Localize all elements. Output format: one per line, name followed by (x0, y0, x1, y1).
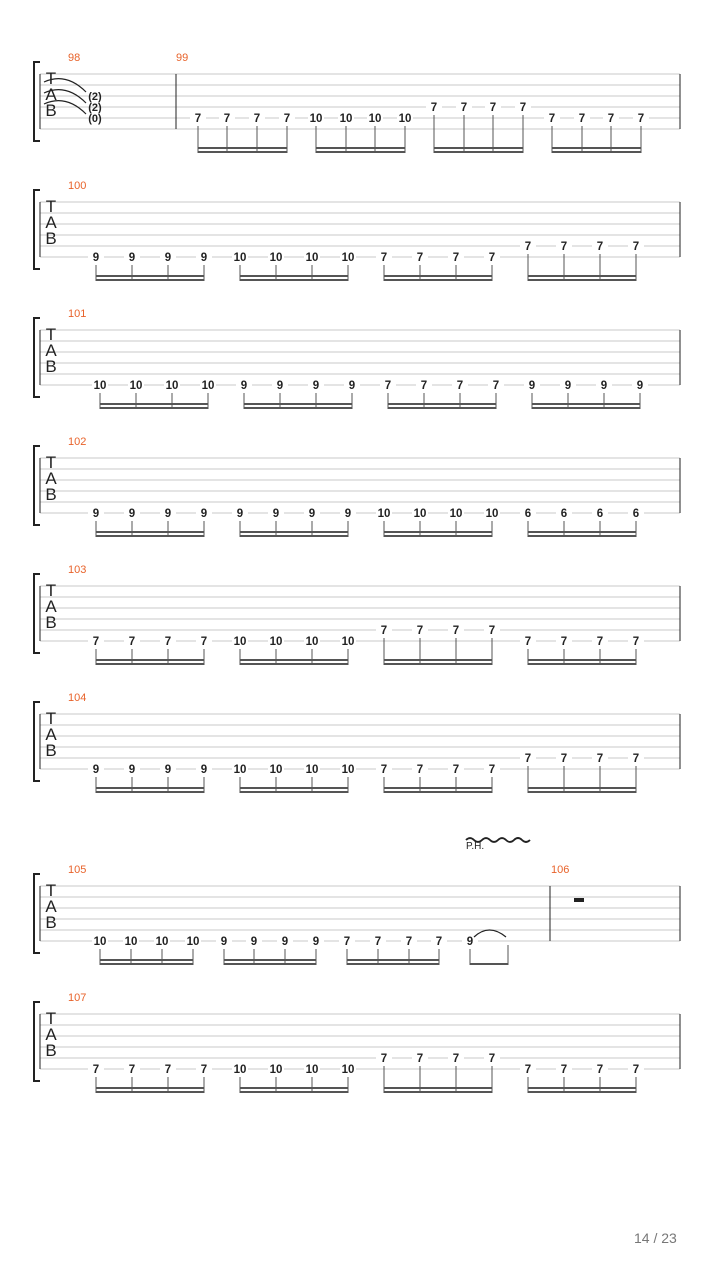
fret-number: 10 (93, 380, 107, 392)
fret-number: 9 (200, 252, 208, 264)
tab-clef-letter: B (45, 913, 57, 932)
measure-number: 105 (68, 864, 87, 876)
fret-number: 9 (466, 936, 474, 948)
fret-number: 7 (380, 252, 388, 264)
beam (198, 147, 287, 149)
beam (96, 663, 204, 665)
beam (528, 659, 636, 661)
fret-number: 7 (632, 753, 640, 765)
fret-number: 7 (488, 1053, 496, 1065)
measure-number: 106 (551, 864, 570, 876)
beam (100, 959, 193, 961)
beam (384, 791, 492, 793)
tab-clef-letter: A (45, 469, 57, 488)
fret-number: 10 (165, 380, 179, 392)
beam (528, 535, 636, 537)
beam (244, 407, 352, 409)
measure-number: 99 (176, 52, 189, 64)
tab-clef-letter: A (45, 897, 57, 916)
beam (240, 1087, 348, 1089)
tab-clef-letter: B (45, 357, 57, 376)
fret-number: 7 (524, 636, 532, 648)
fret-number: 6 (596, 508, 604, 520)
tab-clef-letter: A (45, 85, 57, 104)
fret-number: 9 (348, 380, 356, 392)
tab-clef-letter: T (45, 709, 57, 728)
system-bracket (34, 190, 40, 269)
fret-number: 7 (380, 1053, 388, 1065)
beam (347, 963, 439, 965)
fret-number: 7 (607, 113, 615, 125)
beam (100, 963, 193, 965)
tab-clef-letter: B (45, 613, 57, 632)
fret-number: 7 (560, 753, 568, 765)
beam (96, 535, 204, 537)
beam (100, 407, 208, 409)
fret-number: 7 (637, 113, 645, 125)
beam (96, 1087, 204, 1089)
fret-number: 9 (600, 380, 608, 392)
fret-number: 9 (92, 252, 100, 264)
system-bracket (34, 574, 40, 653)
fret-number: 7 (92, 636, 100, 648)
fret-number: 10 (305, 1064, 319, 1076)
fret-number: 7 (596, 753, 604, 765)
beam (384, 1091, 492, 1093)
fret-number: 10 (341, 764, 355, 776)
beam (552, 151, 641, 153)
measure-number: 104 (68, 692, 87, 704)
fret-number: 10 (233, 252, 247, 264)
beam (347, 959, 439, 961)
fret-number: 7 (128, 636, 136, 648)
fret-number: 9 (92, 508, 100, 520)
fret-number: 10 (341, 636, 355, 648)
fret-number: 7 (524, 1064, 532, 1076)
tab-clef-letter: T (45, 325, 57, 344)
beam (388, 403, 496, 405)
fret-number: 9 (164, 508, 172, 520)
fret-number: 6 (560, 508, 568, 520)
beam (384, 663, 492, 665)
fret-number: 7 (416, 252, 424, 264)
beam (96, 787, 204, 789)
fret-number: 10 (449, 508, 463, 520)
fret-number: 9 (128, 252, 136, 264)
tab-clef-letter: B (45, 229, 57, 248)
fret-number: 7 (384, 380, 392, 392)
fret-number: 10 (233, 1064, 247, 1076)
fret-number: 10 (398, 113, 412, 125)
measure-number: 103 (68, 564, 87, 576)
tab-clef-letter: A (45, 1025, 57, 1044)
fret-number: 9 (272, 508, 280, 520)
fret-number: 10 (124, 936, 138, 948)
fret-number: 7 (524, 753, 532, 765)
system-bracket (34, 702, 40, 781)
fret-number: 7 (164, 1064, 172, 1076)
fret-number: 7 (492, 380, 500, 392)
measure-number: 107 (68, 992, 87, 1004)
beam (434, 151, 523, 153)
tab-clef-letter: A (45, 725, 57, 744)
slur-arc (474, 930, 506, 937)
tab-clef-letter: T (45, 1009, 57, 1028)
beam (528, 787, 636, 789)
fret-number: 9 (92, 764, 100, 776)
fret-number: 7 (380, 625, 388, 637)
fret-number: 9 (528, 380, 536, 392)
fret-number: 10 (201, 380, 215, 392)
measure-number: 98 (68, 52, 81, 64)
beam (240, 787, 348, 789)
beam (384, 531, 492, 533)
fret-number: 9 (220, 936, 228, 948)
system-bracket (34, 446, 40, 525)
fret-number: 7 (456, 380, 464, 392)
beam (532, 403, 640, 405)
fret-number: 9 (128, 764, 136, 776)
fret-number: 9 (564, 380, 572, 392)
fret-number: 7 (283, 113, 291, 125)
fret-number: 7 (488, 625, 496, 637)
fret-number: 7 (416, 1053, 424, 1065)
fret-number: 10 (186, 936, 200, 948)
beam (96, 275, 204, 277)
fret-number: 10 (305, 252, 319, 264)
beam (240, 659, 348, 661)
beam (96, 279, 204, 281)
fret-number: 6 (524, 508, 532, 520)
fret-number: 9 (200, 508, 208, 520)
system-bracket (34, 318, 40, 397)
fret-number: 7 (560, 636, 568, 648)
beam (96, 531, 204, 533)
fret-number: 10 (233, 764, 247, 776)
beam (532, 407, 640, 409)
fret-number: 7 (343, 936, 351, 948)
fret-number: 10 (129, 380, 143, 392)
fret-number: 7 (430, 102, 438, 114)
beam (198, 151, 287, 153)
beam (528, 791, 636, 793)
tab-clef-letter: T (45, 453, 57, 472)
fret-number: 7 (596, 241, 604, 253)
beam (384, 275, 492, 277)
fret-number: 7 (92, 1064, 100, 1076)
tab-clef-letter: A (45, 341, 57, 360)
beam (96, 659, 204, 661)
fret-number: 7 (380, 764, 388, 776)
beam (224, 959, 316, 961)
tied-fret-number: (2) (88, 102, 102, 114)
beam (528, 1087, 636, 1089)
fret-number: 7 (632, 636, 640, 648)
fret-number: 9 (344, 508, 352, 520)
beam (384, 279, 492, 281)
beam (100, 403, 208, 405)
tab-clef-letter: A (45, 213, 57, 232)
half-rest (574, 898, 584, 902)
measure-number: 101 (68, 308, 87, 320)
measure-number: 102 (68, 436, 87, 448)
beam (240, 1091, 348, 1093)
beam (388, 407, 496, 409)
fret-number: 10 (269, 636, 283, 648)
beam (244, 403, 352, 405)
measure-number: 100 (68, 180, 87, 192)
fret-number: 10 (155, 936, 169, 948)
annotation-text: P.H. (466, 841, 485, 852)
tab-clef-letter: B (45, 1041, 57, 1060)
beam (528, 279, 636, 281)
tab-clef-letter: B (45, 101, 57, 120)
fret-number: 7 (489, 102, 497, 114)
fret-number: 7 (596, 636, 604, 648)
system-bracket (34, 1002, 40, 1081)
fret-number: 7 (194, 113, 202, 125)
tied-fret-number: (2) (88, 91, 102, 103)
fret-number: 10 (233, 636, 247, 648)
tab-clef-letter: B (45, 485, 57, 504)
fret-number: 9 (312, 936, 320, 948)
fret-number: 7 (632, 1064, 640, 1076)
fret-number: 7 (524, 241, 532, 253)
fret-number: 9 (312, 380, 320, 392)
beam (224, 963, 316, 965)
fret-number: 9 (164, 252, 172, 264)
fret-number: 7 (548, 113, 556, 125)
fret-number: 10 (368, 113, 382, 125)
tab-clef-letter: T (45, 69, 57, 88)
fret-number: 7 (560, 241, 568, 253)
fret-number: 7 (435, 936, 443, 948)
system-bracket (34, 62, 40, 141)
fret-number: 10 (269, 764, 283, 776)
fret-number: 10 (377, 508, 391, 520)
beam (316, 151, 405, 153)
fret-number: 7 (374, 936, 382, 948)
fret-number: 7 (460, 102, 468, 114)
beam (240, 275, 348, 277)
fret-number: 7 (488, 764, 496, 776)
beam (528, 663, 636, 665)
fret-number: 10 (413, 508, 427, 520)
beam (240, 791, 348, 793)
fret-number: 10 (485, 508, 499, 520)
fret-number: 9 (164, 764, 172, 776)
tab-clef-letter: T (45, 881, 57, 900)
beam (96, 1091, 204, 1093)
fret-number: 9 (281, 936, 289, 948)
beam (384, 787, 492, 789)
fret-number: 7 (223, 113, 231, 125)
fret-number: 7 (452, 252, 460, 264)
page-indicator: 14 / 23 (634, 1230, 677, 1246)
fret-number: 7 (420, 380, 428, 392)
beam (316, 147, 405, 149)
fret-number: 9 (240, 380, 248, 392)
beam (240, 663, 348, 665)
fret-number: 9 (250, 936, 258, 948)
beam (240, 531, 348, 533)
fret-number: 9 (236, 508, 244, 520)
fret-number: 10 (305, 764, 319, 776)
beam (434, 147, 523, 149)
beam (384, 535, 492, 537)
fret-number: 7 (405, 936, 413, 948)
tab-clef-letter: T (45, 581, 57, 600)
beam (384, 1087, 492, 1089)
fret-number: 7 (200, 636, 208, 648)
fret-number: 10 (309, 113, 323, 125)
fret-number: 10 (305, 636, 319, 648)
tab-clef-letter: A (45, 597, 57, 616)
tab-clef-letter: B (45, 741, 57, 760)
fret-number: 9 (276, 380, 284, 392)
fret-number: 7 (416, 764, 424, 776)
fret-number: 7 (488, 252, 496, 264)
fret-number: 7 (253, 113, 261, 125)
fret-number: 7 (200, 1064, 208, 1076)
fret-number: 9 (200, 764, 208, 776)
beam (528, 531, 636, 533)
beam (528, 275, 636, 277)
fret-number: 9 (308, 508, 316, 520)
fret-number: 7 (452, 764, 460, 776)
fret-number: 7 (128, 1064, 136, 1076)
fret-number: 6 (632, 508, 640, 520)
fret-number: 10 (269, 252, 283, 264)
fret-number: 9 (636, 380, 644, 392)
beam (528, 1091, 636, 1093)
fret-number: 10 (339, 113, 353, 125)
fret-number: 10 (341, 1064, 355, 1076)
fret-number: 7 (560, 1064, 568, 1076)
fret-number: 7 (164, 636, 172, 648)
system-bracket (34, 874, 40, 953)
fret-number: 10 (93, 936, 107, 948)
fret-number: 7 (452, 1053, 460, 1065)
fret-number: 7 (452, 625, 460, 637)
fret-number: 9 (128, 508, 136, 520)
beam (240, 279, 348, 281)
fret-number: 7 (596, 1064, 604, 1076)
fret-number: 7 (632, 241, 640, 253)
fret-number: 10 (341, 252, 355, 264)
tab-clef-letter: T (45, 197, 57, 216)
fret-number: 7 (578, 113, 586, 125)
beam (470, 963, 508, 965)
fret-number: 10 (269, 1064, 283, 1076)
beam (96, 791, 204, 793)
beam (552, 147, 641, 149)
beam (240, 535, 348, 537)
fret-number: 7 (416, 625, 424, 637)
tied-fret-number: (0) (88, 113, 102, 125)
fret-number: 7 (519, 102, 527, 114)
beam (384, 659, 492, 661)
